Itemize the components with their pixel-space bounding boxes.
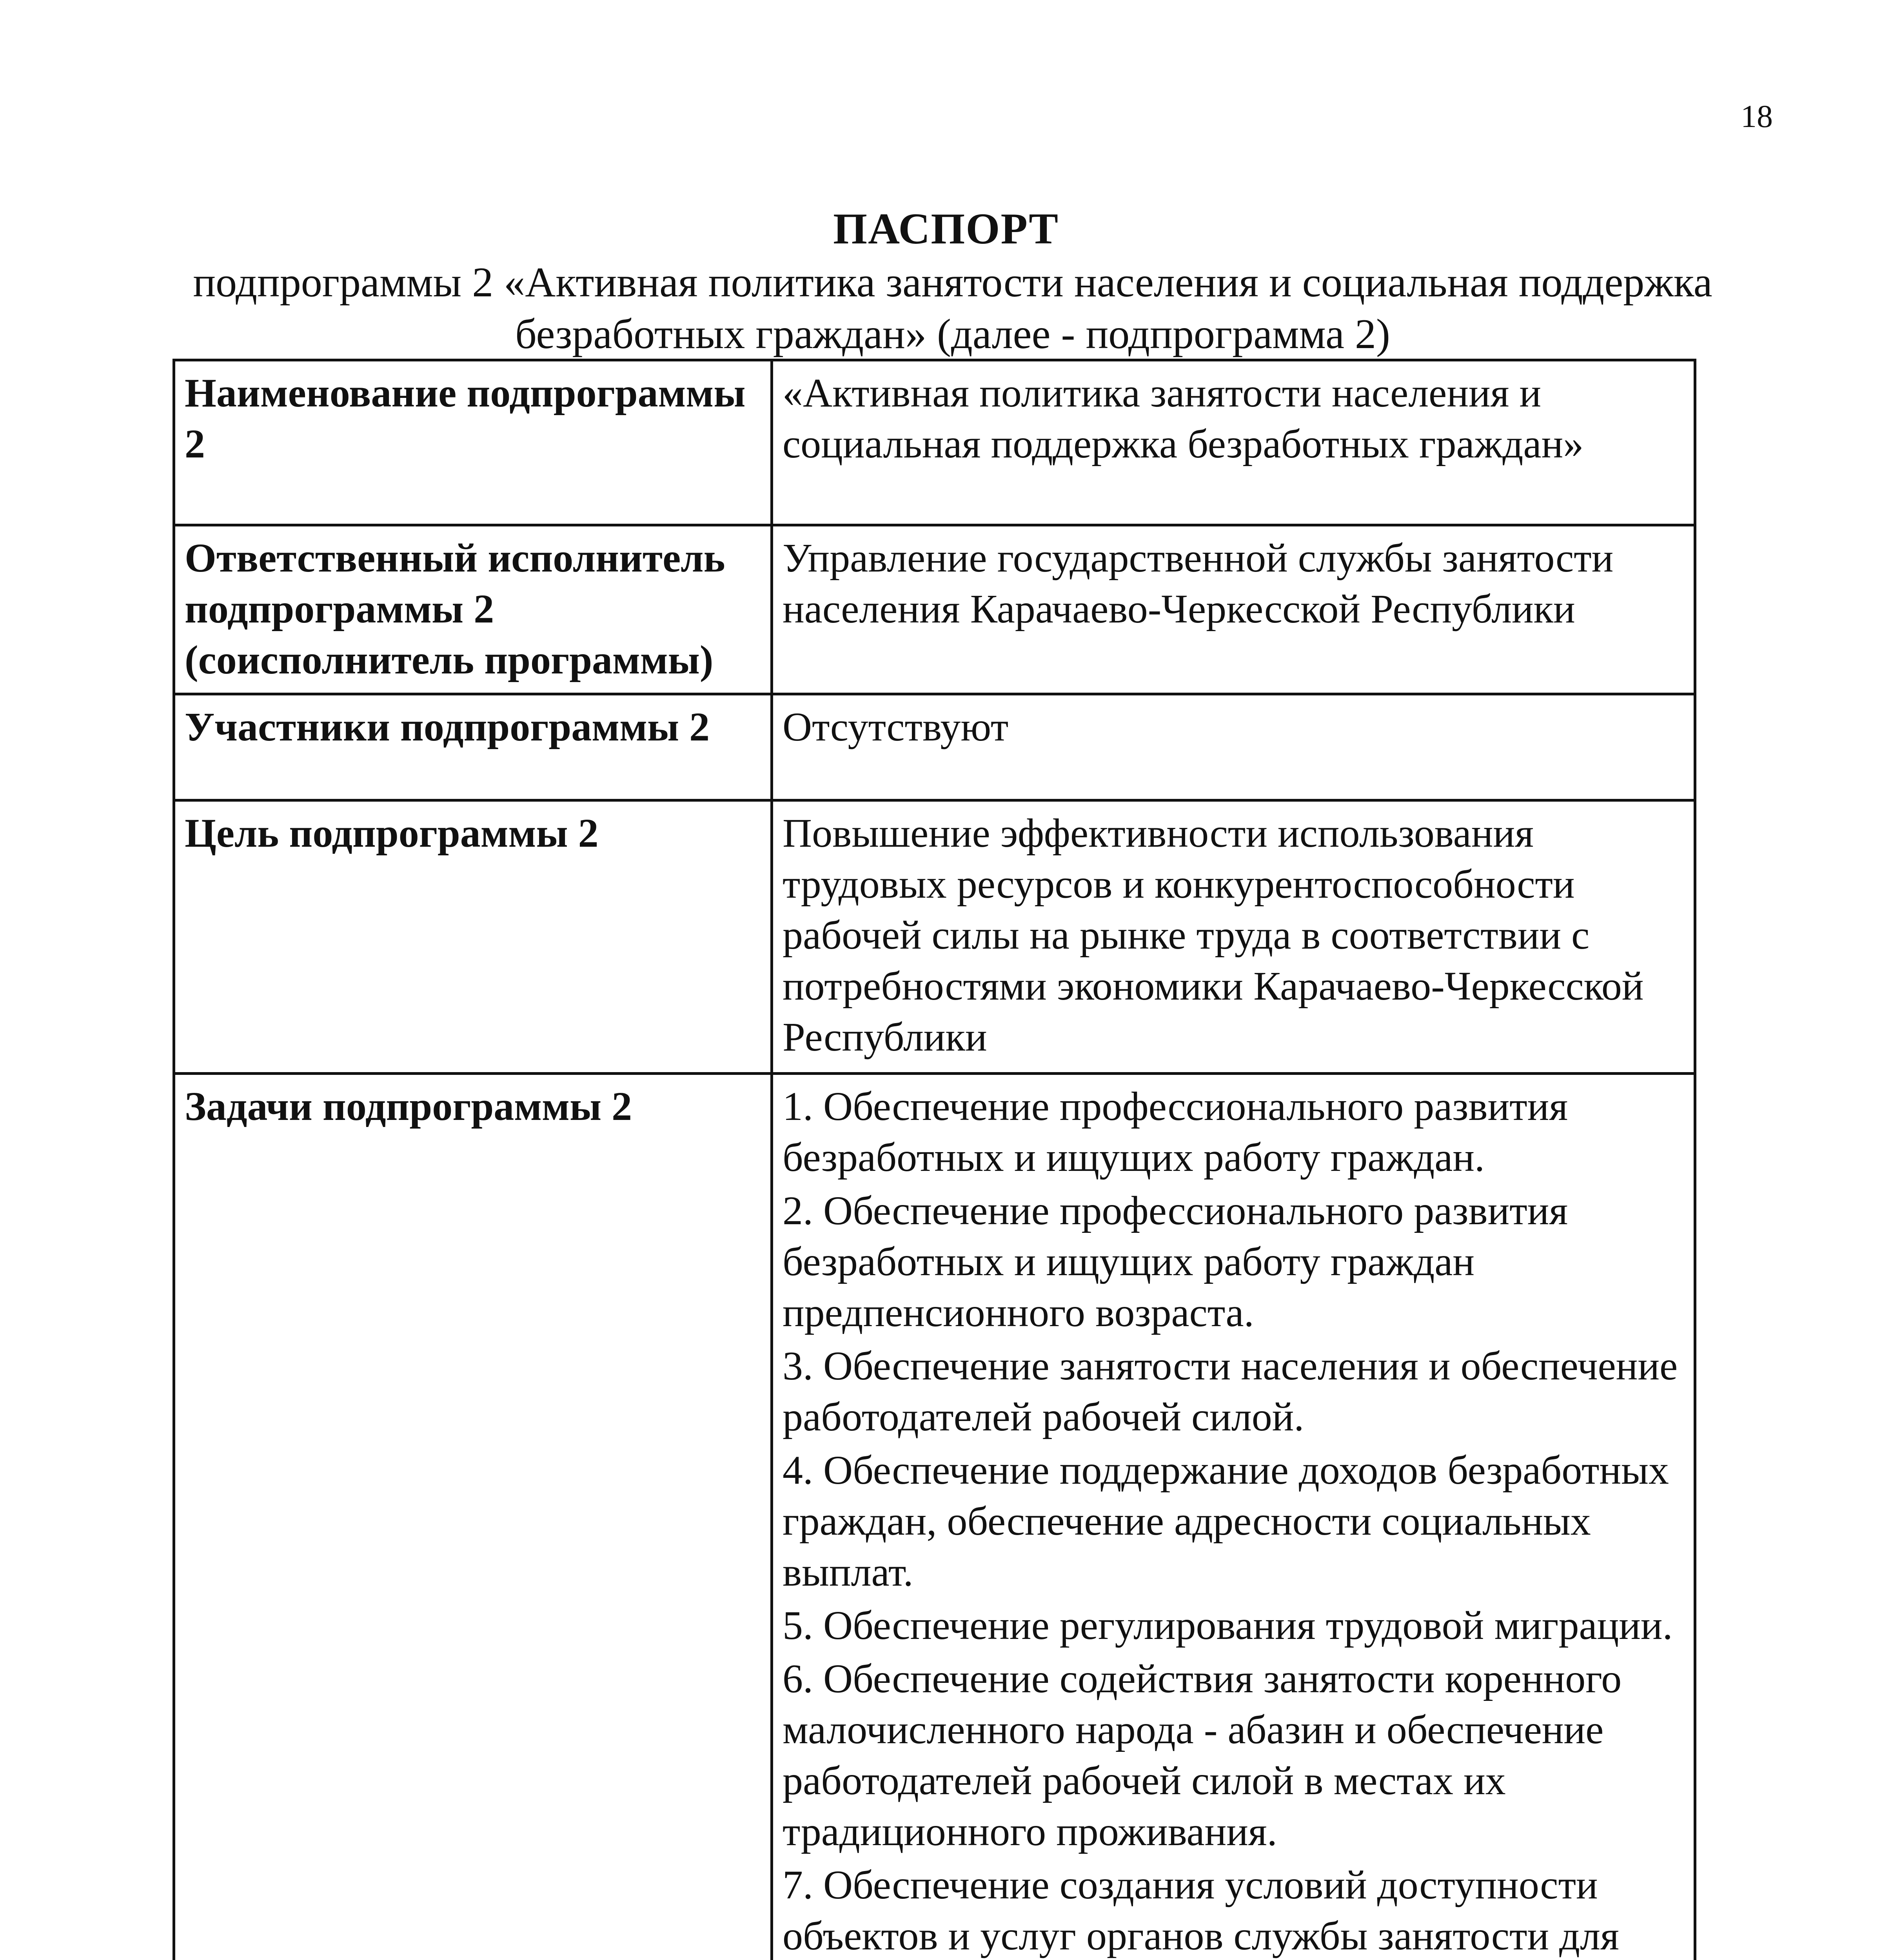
task-item: 7. Обеспечение создания условий доступности объектов и услуг органов службы занятости для	[783, 1862, 1619, 1958]
page-number: 18	[1741, 98, 1773, 134]
table-row-tasks	[174, 1074, 1695, 1960]
row-label: Наименование подпрограммы 2	[174, 360, 772, 525]
task-item: 4. Обеспечение поддержание доходов безработных граждан, обеспечение адресности социальных выплат.	[783, 1448, 1669, 1595]
document-title: ПАСПОРТ	[833, 205, 1059, 253]
row-value	[772, 1074, 1695, 1960]
value-paragraph: Отсутствуют	[783, 704, 1009, 750]
table-row-responsible	[174, 525, 1695, 694]
task-item: 3. Обеспечение занятости населения и обеспечение работодателей рабочей силой.	[783, 1343, 1678, 1439]
document-subtitle: подпрограммы 2 «Активная политика занятости населения и социальная поддержка безработных граждан» (далее - подпрограмма 2)	[193, 259, 1712, 358]
table-row-name	[174, 360, 1695, 525]
row-label: Участники подпрограммы 2	[174, 694, 772, 800]
passport-table	[172, 359, 1696, 1960]
row-label: Цель подпрограммы 2	[174, 800, 772, 1074]
row-value	[772, 525, 1695, 694]
table-row-goal	[174, 800, 1695, 1074]
row-label: Задачи подпрограммы 2	[174, 1074, 772, 1960]
value-paragraph: Повышение эффективности использования трудовых ресурсов и конкурентоспособности рабочей силы на рынке труда в соответствии с потребностями экономики Карачаево-Черкесской Республики	[783, 811, 1644, 1060]
value-paragraph: «Активная политика занятости населения и социальная поддержка безработных граждан»	[783, 370, 1584, 466]
row-label: Ответственный исполнитель подпрограммы 2 (соисполнитель программы)	[174, 525, 772, 694]
row-value	[772, 800, 1695, 1074]
task-item: 1. Обеспечение профессионального развития безработных и ищущих работу граждан.	[783, 1084, 1568, 1180]
row-value	[772, 694, 1695, 800]
task-item: 2. Обеспечение профессионального развития безработных и ищущих работу граждан предпенсионного возраста.	[783, 1188, 1568, 1335]
task-item: 6. Обеспечение содействия занятости коренного малочисленного народа - абазин и обеспечение работодателей рабочей силой в местах их традиционного проживания.	[783, 1656, 1622, 1854]
value-paragraph: Управление государственной службы занятости населения Карачаево-Черкесской Республики	[783, 535, 1614, 632]
task-item: 5. Обеспечение регулирования трудовой миграции.	[783, 1603, 1673, 1648]
row-value	[772, 360, 1695, 525]
table-row-participants	[174, 694, 1695, 800]
